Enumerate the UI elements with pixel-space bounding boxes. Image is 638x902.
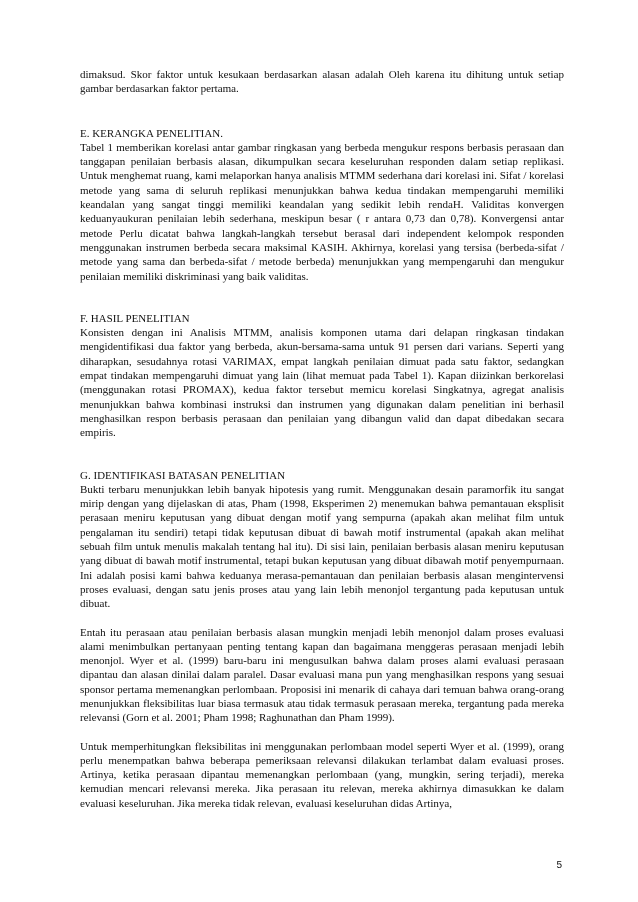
section-identifikasi-batasan — [80, 469, 564, 812]
spacer — [80, 97, 564, 127]
intro-paragraph: dimaksud. Skor faktor untuk kesukaan berdasarkan alasan adalah Oleh karena itu dihitung untuk setiap gambar berdasarkan faktor pertama. — [80, 69, 564, 96]
section-heading: F. HASIL PENELITIAN — [80, 312, 190, 325]
section-heading: E. KERANGKA PENELITIAN. — [80, 127, 223, 140]
spacer — [80, 612, 564, 626]
body-paragraph: Bukti terbaru menunjukkan lebih banyak hipotesis yang rumit. Menggunakan desain paramorfik itu sangat mirip dengan yang dijelaskan di atas, Pham (1998, Eksperimen 2) menemukan bahwa pemantauan eksplisit perasaan meniru keputusan yang dibuat dengan motif yang sempurna (apakah akan melihat film untuk pengalaman itu sendiri) tetapi tidak keputusan dibuat di bawah motif instrumental (apakah akan melihat sebuah film untuk menulis makalah tentang hal itu). Di sisi lain, penilaian berbasis alasan meniru keputusan yang dibuat di bawah motif instrumental, tetapi bukan keputusan yang dibuat dibawah motif penyempurnaan. Ini adalah posisi kami bahwa keduanya merasa-pemantauan dan penilaian berbasis alasan mengintervensi proses evaluasi, dengan satu jenis proses atau yang lain lebih menonjol tergantung pada keputusan untuk dibuat. — [80, 483, 564, 611]
document-page — [80, 68, 564, 811]
spacer — [80, 441, 564, 469]
section-kerangka-penelitian — [80, 127, 564, 284]
body-paragraph: Konsisten dengan ini Analisis MTMM, analisis komponen utama dari delapan ringkasan tindakan mengidentifikasi dua faktor yang berbeda, akun-bersama-sama untuk 91 persen dari varians. Seperti yang diharapkan, sesudahnya rotasi VARIMAX, empat langkah penilaian dimuat pada satu faktor, sedangkan empat tindakan mempengaruhi dimuat yang lain (lihat memuat pada Tabel 1). Kapan diizinkan berkorelasi (menggunakan rotasi PROMAX), kedua faktor tersebut memicu korelasi Singkatnya, agregat analisis menunjukkan bahwa kombinasi instruksi dan instrumen yang digunakan dalam penelitian ini berhasil menghasilkan respon berbasis perasaan dan penilaian yang dibangun valid dan dapat dibedakan secara empiris. — [80, 327, 564, 440]
page-number: 5 — [556, 860, 562, 871]
body-paragraph: Entah itu perasaan atau penilaian berbasis alasan mungkin menjadi lebih menonjol dalam proses evaluasi alami menimbulkan pertanyaan penting tentang kapan dan bagaimana menggeras perasaan menjadi lebih menonjol. Wyer et al. (1999) baru-baru ini mengusulkan bahwa dalam proses alami evaluasi perasaan dipantau dan alasan dinilai dalam paralel. Dasar evaluasi mana pun yang menghasilkan respons yang sesuai sponsor pertama memenangkan perlombaan. Proposisi ini menarik di cahaya dari temuan bahwa orang-orang menunjukkan fleksibilitas luar biasa termasuk atau tidak termasuk perasaan mereka, tergantung pada mereka relevansi (Gorn et al. 2001; Pham 1998; Raghunathan dan Pham 1999). — [80, 626, 564, 725]
spacer — [80, 726, 564, 740]
spacer — [80, 284, 564, 312]
body-paragraph: Tabel 1 memberikan korelasi antar gambar ringkasan yang berbeda mengukur respons berbasis perasaan dan tanggapan penilaian berbasis alasan, dikumpulkan secara keseluruhan responden dalam setiap replikasi. Untuk menghemat ruang, kami melaporkan hanya analisis MTMM sederhana dari korelasi ini. Sifat / korelasi metode yang sama di seluruh replikasi menunjukkan bahwa kedua tindakan mempengaruhi memiliki keandalan yang sangat tinggi memiliki keandalan yang sedikit lebih rendaH. Validitas konvergen keduanyaukuran penilaian lebih sederhana, meskipun besar ( r antara 0,73 dan 0,78). Konvergensi antar metode Perlu dicatat bahwa langkah-langkah tersebut berasal dari independent kelompok responden menggunakan instrumen berbeda secara maksimal KASIH. Akhirnya, korelasi yang tersisa (berbeda-sifat / metode yang sama dan berbeda-sifat / metode berbeda) menunjukkan yang mempengaruhi dan mengukur penilaian memiliki diskriminasi yang baik validitas. — [80, 141, 564, 283]
section-hasil-penelitian — [80, 312, 564, 441]
body-paragraph: Untuk memperhitungkan fleksibilitas ini menggunakan perlombaan model seperti Wyer et al. (1999), orang perlu menempatkan bahwa beberapa pemeriksaan relevansi dilakukan terlambat dalam evaluasi proses. Artinya, ketika perasaan dipantau memenangkan perlombaan (yang, mungkin, sering terjadi), mereka kemudian mencari relevansi mereka. Jika perasaan itu relevan, mereka akhirnya dimasukkan ke dalam evaluasi keseluruhan. Jika mereka tidak relevan, evaluasi keseluruhan didas Artinya, — [80, 740, 564, 810]
section-heading: G. IDENTIFIKASI BATASAN PENELITIAN — [80, 469, 286, 482]
